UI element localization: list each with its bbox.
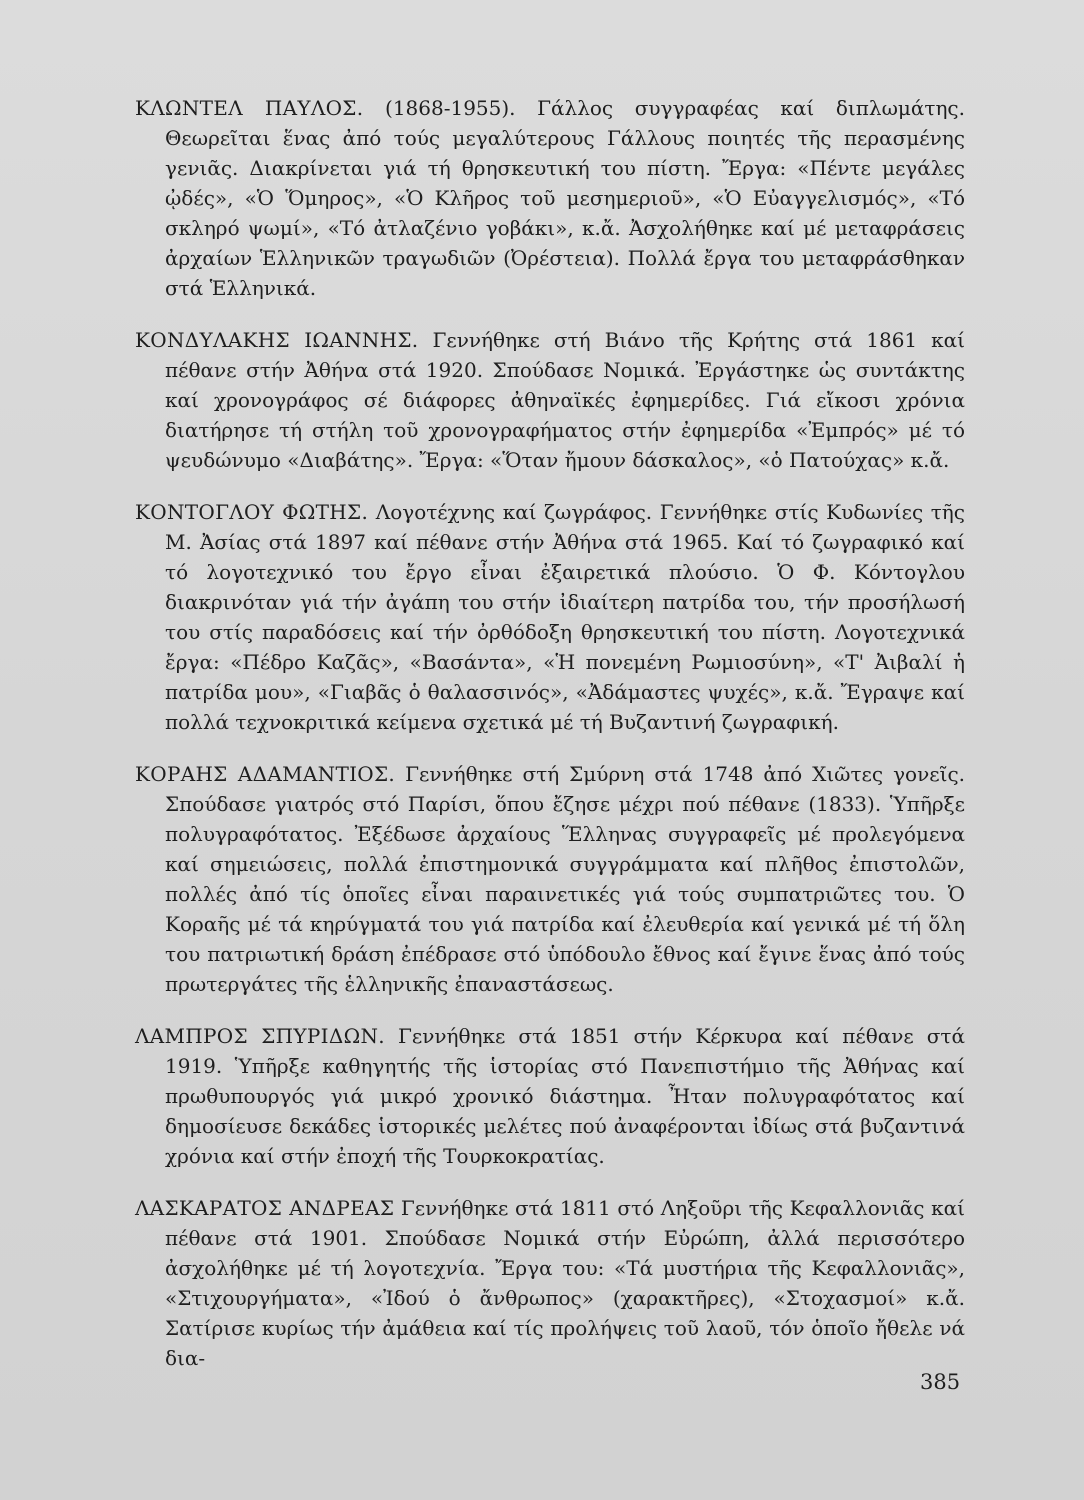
entry-headword: ΚΟΡΑΗΣ ΑΔΑΜΑΝΤΙΟΣ. [135, 762, 396, 786]
entry-headword: ΚΟΝΤΟΓΛΟΥ ΦΩΤΗΣ. [135, 500, 369, 524]
entry-headword: ΚΛΩΝΤΕΛ ΠΑΥΛΟΣ. [135, 96, 364, 120]
entry-text: Γεννήθηκε στή Σμύρνη στά 1748 ἀπό Χιῶτες γονεῖς. Σπούδασε γιατρός στό Παρίσι, ὅπου ἔζησε μέχρι πού πέθανε (1833). Ὑπῆρξε πολυγραφότατος. Ἐξέδωσε ἀρχαίους Ἕλληνας συγγραφεῖς μέ προλεγόμενα καί σημειώσεις, πολλά ἐπιστημονικά συγγράμματα καί πλῆθος ἐπιστολῶν, πολλές ἀπό τίς ὁποῖες εἶναι παραινετικές γιά τούς συμπατριῶτες του. Ὁ Κοραῆς μέ τά κηρύγματά του γιά πατρίδα καί ἐλευθερία καί γενικά μέ τή ὅλη του πατριωτική δράση ἐπέδρασε στό ὑπόδουλο ἔθνος καί ἔγινε ἕνας ἀπό τούς πρωτεργάτες τῆς ἑλληνικῆς ἐπαναστάσεως. [165, 762, 966, 996]
entry-text: Γεννήθηκε στά 1811 στό Ληξοῦρι τῆς Κεφαλλονιᾶς καί πέθανε στά 1901. Σπούδασε Νομικά στήν Εὐρώπη, ἀλλά περισσότερο ἀσχολήθηκε μέ τή λογοτεχνία. Ἔργα του: «Τά μυστήρια τῆς Κεφαλλονιᾶς», «Στιχουργήματα», «Ἰδού ὁ ἄνθρωπος» (χαρακτῆρες), «Στοχασμοί» κ.ἄ. Σατίρισε κυρίως τήν ἀμάθεια καί τίς προλήψεις τοῦ λαοῦ, τόν ὁποῖο ἤθελε νά δια- [165, 1196, 965, 1370]
entry-laskaratos [135, 1193, 965, 1373]
entry-text: (1868-1955). Γάλλος συγγραφέας καί διπλωμάτης. Θεωρεῖται ἕνας ἀπό τούς μεγαλύτερους Γάλλους ποιητές τῆς περασμένης γενιᾶς. Διακρίνεται γιά τή θρησκευτική του πίστη. Ἔργα: «Πέντε μεγάλες ᾠδές», «Ὁ Ὅμηρος», «Ὁ Κλῆρος τοῦ μεσημεριοῦ», «Ὁ Εὐαγγελισμός», «Τό σκληρό ψωμί», «Τό ἀτλαζένιο γοβάκι», κ.ἄ. Ἀσχολήθηκε καί μέ μεταφράσεις ἀρχαίων Ἑλληνικῶν τραγωδιῶν (Ὀρέστεια). Πολλά ἔργα του μεταφράσθηκαν στά Ἑλληνικά. [165, 96, 965, 300]
entry-kontoglou [135, 497, 965, 737]
entry-headword: ΛΑΣΚΑΡΑΤΟΣ ΑΝΔΡΕΑΣ [135, 1196, 395, 1220]
entry-korais [135, 759, 965, 999]
entry-lampros [135, 1021, 965, 1171]
entry-claudel [135, 93, 965, 303]
dictionary-entries [135, 93, 965, 1395]
entry-headword: ΚΟΝΔΥΛΑΚΗΣ ΙΩΑΝΝΗΣ. [135, 328, 419, 352]
entry-text: Λογοτέχνης καί ζωγράφος. Γεννήθηκε στίς Κυδωνίες τῆς Μ. Ἀσίας στά 1897 καί πέθανε στήν Ἀθήνα στά 1965. Καί τό ζωγραφικό καί τό λογοτεχνικό του ἔργο εἶναι ἐξαιρετικά πλούσιο. Ὁ Φ. Κόντογλου διακρινόταν γιά τήν ἀγάπη του στήν ἰδιαίτερη πατρίδα του, τήν προσήλωσή του στίς παραδόσεις καί τήν ὀρθόδοξη θρησκευτική του πίστη. Λογοτεχνικά ἔργα: «Πέδρο Καζᾶς», «Βασάντα», «Ἡ πονεμένη Ρωμιοσύνη», «Τ' Ἀιβαλί ἡ πατρίδα μου», «Γιαβᾶς ὁ θαλασσινός», «Ἀδάμαστες ψυχές», κ.ἄ. Ἔγραψε καί πολλά τεχνοκριτικά κείμενα σχετικά μέ τή Βυζαντινή ζωγραφική. [165, 500, 965, 734]
page-number: 385 [920, 1370, 961, 1394]
entry-text: Γεννήθηκε στή Βιάνο τῆς Κρήτης στά 1861 καί πέθανε στήν Ἀθήνα στά 1920. Σπούδασε Νομικά. Ἐργάστηκε ὡς συντάκτης καί χρονογράφος σέ διάφορες ἀθηναϊκές ἐφημερίδες. Γιά εἴκοσι χρόνια διατήρησε τή στήλη τοῦ χρονογραφήματος στήν ἐφημερίδα «Ἐμπρός» μέ τό ψευδώνυμο «Διαβάτης». Ἔργα: «Ὅταν ἤμουν δάσκαλος», «ὁ Πατούχας» κ.ἄ. [165, 328, 966, 472]
entry-text: Γεννήθηκε στά 1851 στήν Κέρκυρα καί πέθανε στά 1919. Ὑπῆρξε καθηγητής τῆς ἱστορίας στό Πανεπιστήμιο τῆς Ἀθήνας καί πρωθυπουργός γιά μικρό χρονικό διάστημα. Ἦταν πολυγραφότατος καί δημοσίευσε δεκάδες ἱστορικές μελέτες πού ἀναφέρονται ἰδίως στά βυζαντινά χρόνια καί στήν ἐποχή τῆς Τουρκοκρατίας. [165, 1024, 966, 1168]
entry-kondylakis [135, 325, 965, 475]
entry-headword: ΛΑΜΠΡΟΣ ΣΠΥΡΙΔΩΝ. [135, 1024, 385, 1048]
